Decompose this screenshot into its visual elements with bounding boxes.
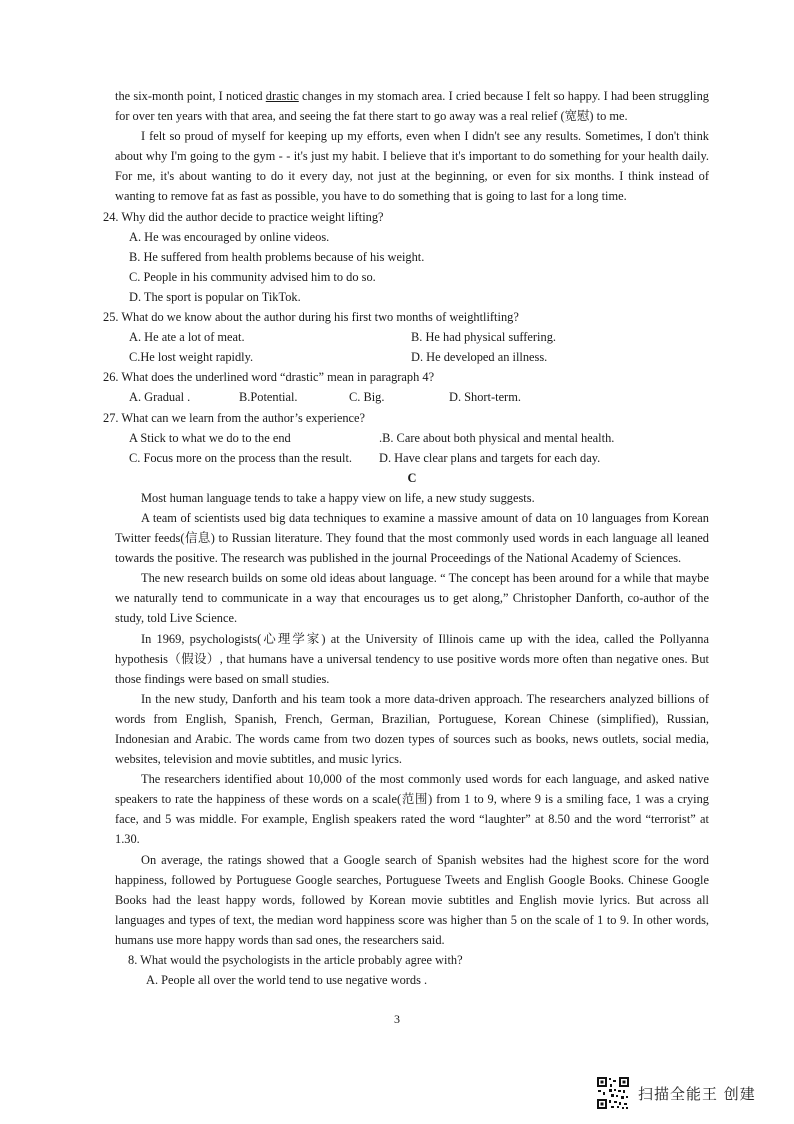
question-27-option-a: A Stick to what we do to the end	[129, 430, 291, 445]
question-25-options	[115, 327, 709, 367]
question-24-option-a: A. He was encouraged by online videos.	[129, 229, 330, 244]
paragraph-text: the six-month point, I noticed	[115, 89, 266, 103]
question-25-option-a: A. He ate a lot of meat.	[129, 330, 245, 345]
watermark-text: 扫描全能王 创建	[638, 1084, 756, 1103]
passage-paragraph-1: Most human language tends to take a happy view on life, a new study suggests.	[141, 490, 535, 505]
question-27-stem: 27. What can we learn from the author’s experience?	[103, 410, 366, 425]
question-27-option-d: D. Have clear plans and targets for each day.	[379, 450, 601, 465]
paragraph-text: changes in my stomach area. I cried because I felt so happy. I had been struggling for over ten years with that area, and seeing the fat there start to go away was a real relief (宽慰) to me.	[115, 89, 709, 124]
qr-code-icon	[596, 1076, 630, 1110]
passage-paragraph-2: A team of scientists used big data techniques to examine a massive amount of data on 10 languages from Korean Twitter feeds(信息) to Russian literature. They found that the most commonly used words in each language all leaned towards the positive. The research was published in the journal Proceedings of the National Academy of Sciences.	[115, 510, 709, 566]
passage-paragraph-4: In 1969, psychologists(心理学家) at the University of Illinois came up with the idea, called the Pollyanna hypothesis（假设）, that humans have a universal tendency to use positive words more often than negative ones. But those findings were based on small studies.	[115, 631, 709, 686]
page-number: 3	[394, 1012, 400, 1026]
question-27-options	[115, 428, 709, 468]
question-8-option-a: A. People all over the world tend to use negative words .	[146, 973, 428, 988]
passage-paragraph-5: In the new study, Danforth and his team took a more data-driven approach. The researchers analyzed billions of words from English, Spanish, French, German, Brazilian, Portuguese, Korean Chinese (simplified), Russian, Indonesian and Arabic. The words came from two dozen types of sources such as books, news outlets, social media, websites, television and movie subtitles, and music lyrics.	[115, 691, 709, 767]
question-27-option-c: C. Focus more on the process than the result.	[129, 450, 352, 465]
question-25-option-c: C.He lost weight rapidly.	[129, 350, 254, 365]
question-24-stem: 24. Why did the author decide to practice weight lifting?	[103, 209, 384, 224]
question-26-option-d: D. Short-term.	[449, 390, 521, 405]
question-25-option-b: B. He had physical suffering.	[411, 330, 556, 345]
passage-paragraph-6: The researchers identified about 10,000 of the most commonly used words for each language, and asked native speakers to rate the happiness of these words on a scale(范围) from 1 to 9, where 9 is a smiling face, 1 was a crying face, and 5 was middle. For example, English speakers rated the word “laughter” at 8.50 and the word “terrorist” at 1.30.	[115, 772, 709, 847]
question-27-option-b: .B. Care about both physical and mental health.	[379, 430, 615, 445]
question-26-options	[115, 387, 709, 407]
question-26-option-c: C. Big.	[349, 390, 385, 405]
question-26-option-b: B.Potential.	[239, 390, 298, 405]
question-24-option-c: C. People in his community advised him to do so.	[129, 269, 376, 284]
intro-paragraph-2: I felt so proud of myself for keeping up my efforts, even when I didn't see any results. Sometimes, I don't think about why I'm going to the gym - - it's just my habit. I believe that it's important to do something for your health daily. For me, it's about wanting to do it every day, not just at the beginning, or even for six months. I think instead of wanting to remove fat as fast as possible, you have to do something that is going to last for a long time.	[115, 129, 709, 204]
passage-paragraph-7: On average, the ratings showed that a Google search of Spanish websites had the highest score for the word happiness, followed by Portuguese Google searches, Portuguese Tweets and English Google Books. Chinese Google Books had the least happy words, followed by Korean movie subtitles and English movie lyrics. But across all languages and types of text, the median word happiness score was higher than 5 on the scale of 1 to 9. In other words, humans use more happy words than sad ones, the researchers said.	[115, 852, 709, 947]
scanner-watermark	[596, 1076, 756, 1110]
question-25-stem: 25. What do we know about the author during his first two months of weightlifting?	[103, 310, 519, 325]
question-25-option-d: D. He developed an illness.	[411, 350, 548, 365]
underlined-word: drastic	[265, 89, 299, 103]
question-8-stem: 8. What would the psychologists in the article probably agree with?	[128, 953, 463, 968]
question-24-option-d: D. The sport is popular on TikTok.	[129, 289, 301, 304]
question-24-option-b: B. He suffered from health problems because of his weight.	[129, 249, 425, 264]
intro-paragraph-1	[115, 86, 709, 126]
document-text	[103, 86, 709, 990]
question-26-stem: 26. What does the underlined word “drastic” mean in paragraph 4?	[103, 370, 435, 385]
section-heading: C	[407, 470, 417, 485]
passage-paragraph-3: The new research builds on some old ideas about language. “ The concept has been around for a while that maybe we naturally tend to communicate in a way that encourages us to get along,” Christopher Danforth, co-author of the study, told Live Science.	[115, 571, 709, 626]
question-26-option-a: A. Gradual .	[129, 390, 191, 405]
